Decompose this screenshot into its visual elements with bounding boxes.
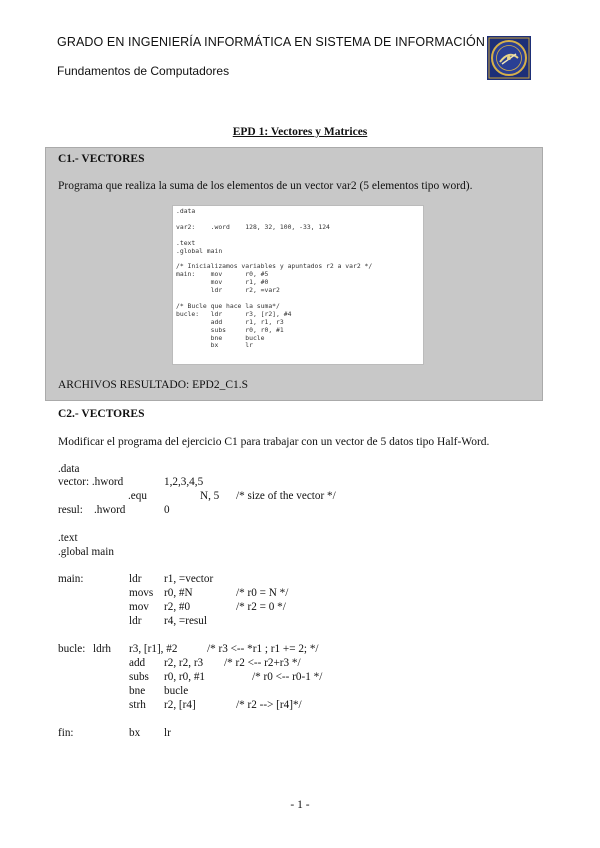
page-number: - 1 - bbox=[290, 799, 310, 811]
code-resul-label: resul: bbox=[58, 504, 83, 516]
code-comment: /* r2 <-- r2+r3 */ bbox=[224, 657, 301, 669]
code-args: r2, r2, r3 bbox=[164, 657, 204, 669]
code-args: lr bbox=[164, 727, 171, 739]
code-op: add bbox=[129, 657, 146, 669]
code-op: strh bbox=[129, 699, 146, 711]
code-fin-label: fin: bbox=[58, 727, 74, 739]
code-args: r3, [r1], #2 bbox=[129, 643, 178, 655]
code-op: ldr bbox=[129, 573, 142, 585]
code-resul-value: 0 bbox=[164, 504, 170, 516]
code-directive-data: .data bbox=[58, 463, 80, 475]
code-comment: /* r0 = N */ bbox=[236, 587, 289, 599]
code-comment: /* r2 --> [r4]*/ bbox=[236, 699, 302, 711]
code-op: movs bbox=[129, 587, 154, 599]
code-op: mov bbox=[129, 601, 149, 613]
code-bucle-label: bucle: bbox=[58, 643, 86, 655]
c1-code-text: .data var2: .word 128, 32, 100, -33, 124 .text .global main /* Inicializamos variables y apuntados r2 a var2 */ main: mov r0, #5 mov r1, #0 ldr r2, =var2 /* Bucle que hace la suma*/ bucle: ldr r3, [r2], #4 add r1, r1, r3 subs r0, r0, #1 bne bucle bx lr bbox=[176, 207, 373, 350]
code-op: bne bbox=[129, 685, 146, 697]
code-op: bx bbox=[129, 727, 141, 739]
code-args: r0, #N bbox=[164, 587, 193, 599]
code-vector-label: vector: .hword bbox=[58, 476, 124, 488]
code-comment: /* r0 <-- r0-1 */ bbox=[252, 671, 323, 683]
code-args: r2, #0 bbox=[164, 601, 191, 613]
header-course-name: Fundamentos de Computadores bbox=[57, 64, 230, 78]
code-args: r2, [r4] bbox=[164, 699, 196, 711]
c1-code-screenshot bbox=[172, 205, 424, 365]
code-op: ldr bbox=[129, 615, 142, 627]
c2-heading: C2.- VECTORES bbox=[58, 408, 145, 420]
c2-description: Modificar el programa del ejercicio C1 para trabajar con un vector de 5 datos tipo Half-Word. bbox=[58, 436, 490, 448]
code-equ: .equ bbox=[128, 490, 147, 502]
code-equ-args: N, 5 bbox=[200, 490, 220, 502]
code-args: r0, r0, #1 bbox=[164, 671, 206, 683]
header-degree-title: GRADO EN INGENIERÍA INFORMÁTICA EN SISTEMA DE INFORMACIÓN bbox=[57, 35, 485, 49]
code-args: bucle bbox=[164, 685, 189, 697]
code-args: r4, =resul bbox=[164, 615, 207, 627]
c1-description: Programa que realiza la suma de los elementos de un vector var2 (5 elementos tipo word). bbox=[58, 180, 473, 192]
code-main-label: main: bbox=[58, 573, 84, 585]
university-seal-icon bbox=[487, 36, 531, 80]
code-equ-comment: /* size of the vector */ bbox=[236, 490, 336, 502]
c1-heading: C1.- VECTORES bbox=[58, 153, 145, 165]
code-vector-values: 1,2,3,4,5 bbox=[164, 476, 204, 488]
code-op: subs bbox=[129, 671, 149, 683]
code-global-main: .global main bbox=[58, 546, 114, 558]
code-comment: /* r2 = 0 */ bbox=[236, 601, 286, 613]
page-title: EPD 1: Vectores y Matrices bbox=[232, 126, 368, 138]
code-args: r1, =vector bbox=[164, 573, 214, 585]
code-resul-type: .hword bbox=[94, 504, 126, 516]
code-directive-text: .text bbox=[58, 532, 78, 544]
code-op: ldrh bbox=[93, 643, 112, 655]
code-comment: /* r3 <-- *r1 ; r1 += 2; */ bbox=[207, 643, 319, 655]
c1-result-files: ARCHIVOS RESULTADO: EPD2_C1.S bbox=[58, 379, 249, 391]
